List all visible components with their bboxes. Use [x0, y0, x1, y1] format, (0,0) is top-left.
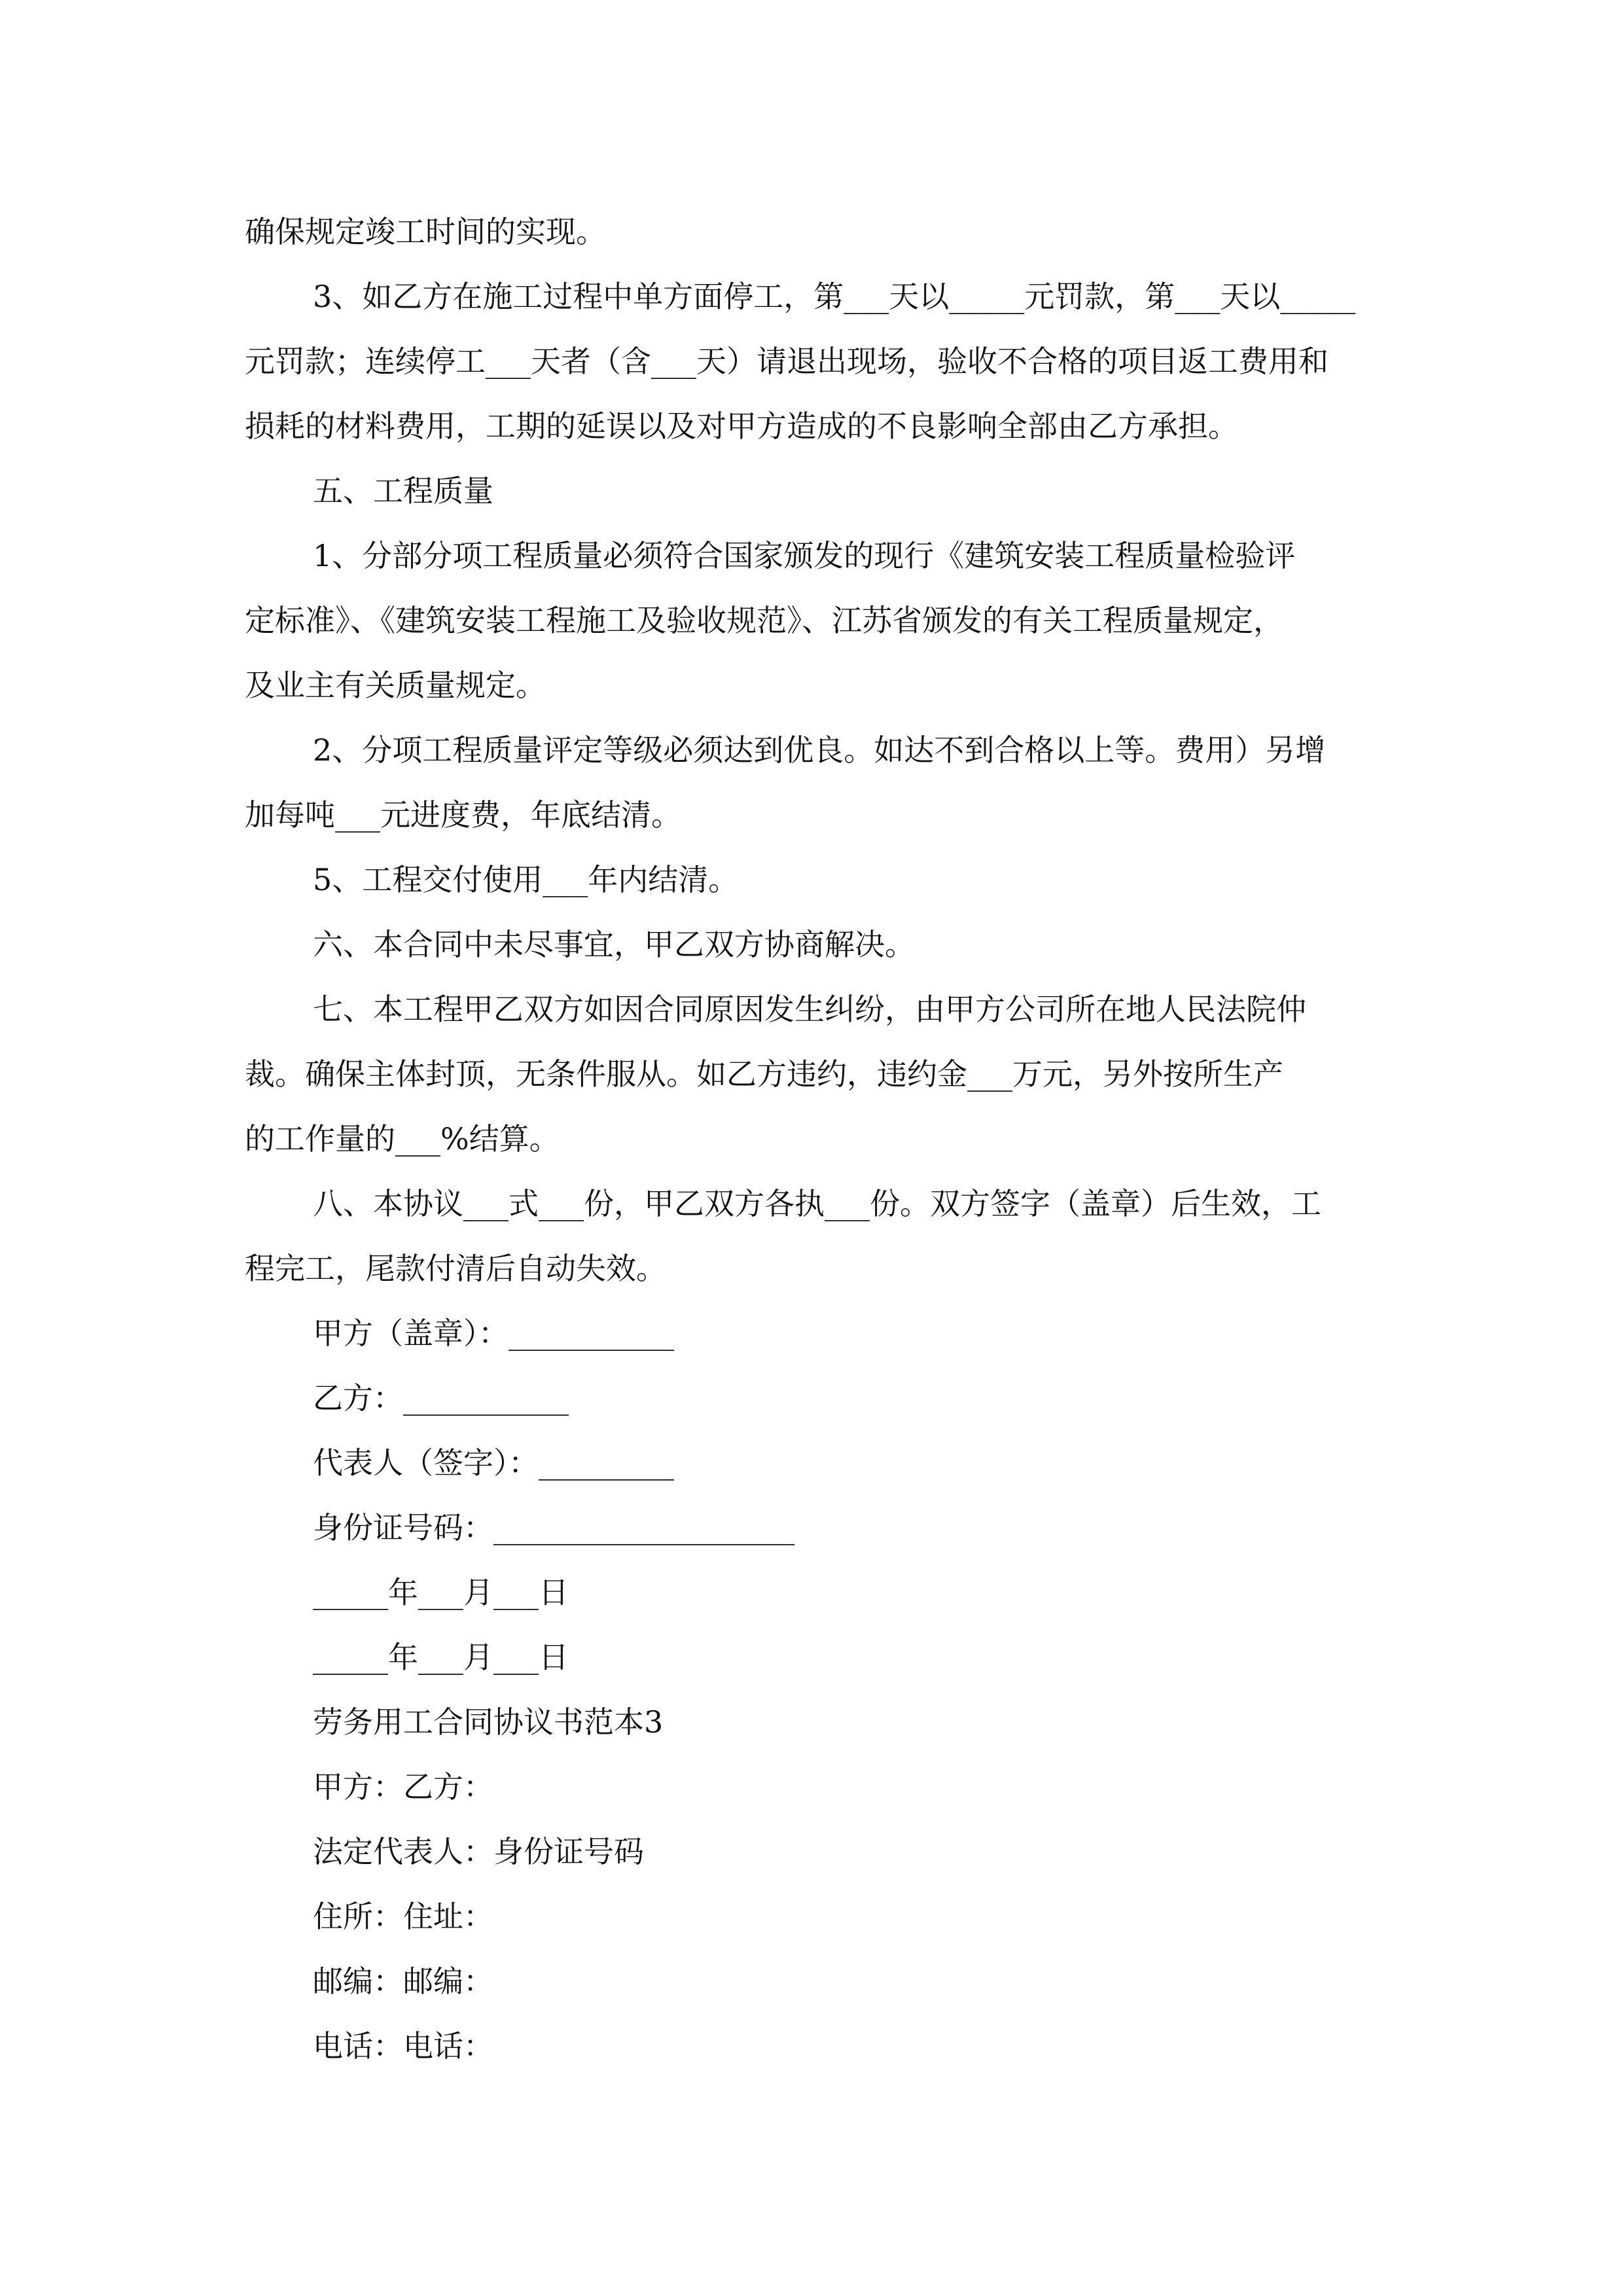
contract-title: 劳务用工合同协议书范本3 — [313, 1704, 664, 1740]
signature-field-party-b: 乙方：___________ — [313, 1380, 569, 1416]
text-line: 程完工，尾款付清后自动失效。 — [245, 1251, 666, 1286]
text-line: 定标准》、《建筑安装工程施工及验收规范》、江苏省颁发的有关工程质量规定， — [245, 603, 1283, 638]
phone-labels: 电话：电话： — [313, 2028, 493, 2064]
text-line: 元罚款；连续停工___天者（含___天）请退出现场，验收不合格的项目返工费用和 — [245, 344, 1329, 379]
representative-labels: 法定代表人：身份证号码 — [313, 1834, 644, 1869]
text-line: 的工作量的___%结算。 — [245, 1121, 560, 1157]
signature-field-party-a: 甲方（盖章）：___________ — [313, 1316, 674, 1351]
postcode-labels: 邮编：邮编： — [313, 1964, 493, 1999]
party-labels: 甲方：乙方： — [313, 1769, 493, 1804]
text-line: 及业主有关质量规定。 — [245, 668, 546, 703]
text-line: 3、如乙方在施工过程中单方面停工，第___天以_____元罚款，第___天以_____ — [313, 279, 1356, 314]
section-heading: 六、本合同中未尽事宜，甲乙双方协商解决。 — [313, 927, 915, 962]
date-field: _____年___月___日 — [313, 1640, 569, 1675]
text-line: 裁。确保主体封顶，无条件服从。如乙方违约，违约金___万元，另外按所生产 — [245, 1056, 1283, 1092]
signature-field-representative: 代表人（签字）：_________ — [313, 1445, 674, 1480]
text-line: 加每吨___元进度费，年底结清。 — [245, 797, 681, 833]
text-line: 确保规定竣工时间的实现。 — [245, 214, 606, 249]
id-number-field: 身份证号码：____________________ — [313, 1510, 794, 1545]
address-labels: 住所：住址： — [313, 1899, 493, 1934]
document-body — [245, 200, 1383, 2079]
text-line: 2、分项工程质量评定等级必须达到优良。如达不到合格以上等。费用）另增 — [313, 732, 1326, 768]
text-line: 损耗的材料费用，工期的延误以及对甲方造成的不良影响全部由乙方承担。 — [245, 408, 1238, 444]
text-line: 七、本工程甲乙双方如因合同原因发生纠纷，由甲方公司所在地人民法院仲 — [313, 992, 1306, 1027]
text-line: 八、本协议___式___份，甲乙双方各执___份。双方签字（盖章）后生效，工 — [313, 1186, 1321, 1221]
section-heading: 五、工程质量 — [313, 473, 493, 509]
text-line: 1、分部分项工程质量必须符合国家颁发的现行《建筑安装工程质量检验评 — [313, 538, 1296, 573]
text-line: 5、工程交付使用___年内结清。 — [313, 862, 739, 897]
date-field: _____年___月___日 — [313, 1575, 569, 1610]
